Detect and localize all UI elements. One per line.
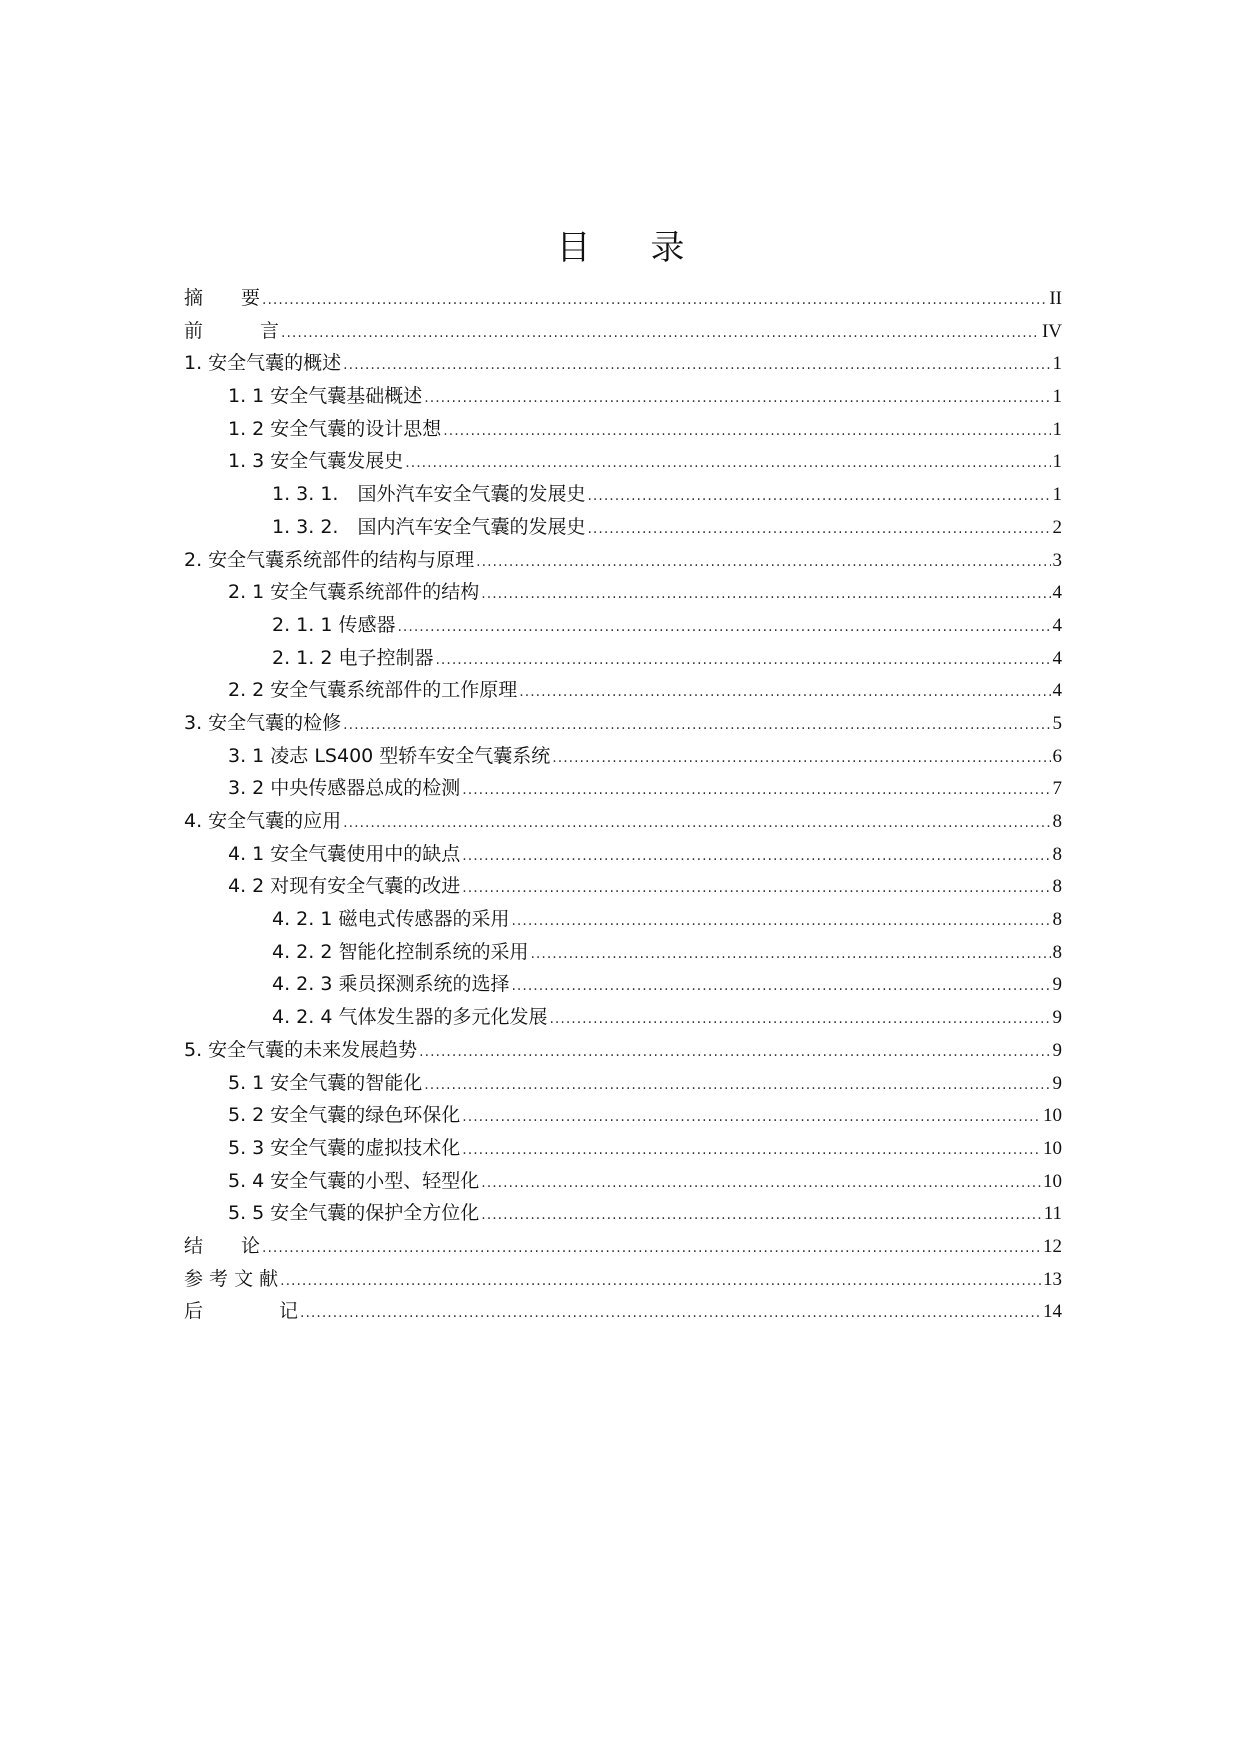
- toc-entry-section-4-2-4[interactable]: [184, 1001, 1062, 1034]
- toc-leader-dots: [481, 1167, 1041, 1200]
- toc-entry-abstract[interactable]: [184, 282, 1062, 315]
- title-char-2: 录: [650, 228, 685, 268]
- toc-leader-dots: [587, 480, 1050, 513]
- toc-leader-dots: [424, 1069, 1050, 1102]
- toc-entry-label: 后 记: [184, 1300, 299, 1323]
- toc-leader-dots: [519, 676, 1050, 709]
- toc-leader-dots: [511, 905, 1050, 938]
- toc-entry-label: 3. 2 中央传感器总成的检测: [228, 777, 461, 800]
- toc-leader-dots: [397, 611, 1050, 644]
- toc-page-number: 1: [1052, 418, 1062, 440]
- toc-leader-dots: [435, 644, 1050, 677]
- toc-leader-dots: [462, 774, 1050, 807]
- toc-entry-label: 5. 4 安全气囊的小型、轻型化: [228, 1169, 480, 1192]
- toc-leader-dots: [530, 938, 1050, 971]
- toc-entry-section-2-2[interactable]: [184, 674, 1062, 707]
- toc-entry-label: 4. 2. 2 智能化控制系统的采用: [272, 940, 529, 963]
- toc-entry-label: 4. 2. 4 气体发生器的多元化发展: [272, 1006, 548, 1029]
- toc-leader-dots: [419, 1036, 1050, 1069]
- toc-entry-label: 4. 2 对现有安全气囊的改进: [228, 875, 461, 898]
- toc-page-number: 2: [1052, 516, 1062, 538]
- toc-entry-label: 摘 要: [184, 287, 261, 309]
- toc-entry-section-3-2[interactable]: [184, 772, 1062, 805]
- toc-entry-label: 4. 1 安全气囊使用中的缺点: [228, 842, 461, 865]
- toc-leader-dots: [552, 742, 1050, 775]
- toc-entry-section-1-3-1[interactable]: [184, 478, 1062, 511]
- toc-page-number: 1: [1052, 353, 1062, 375]
- toc-page-number: 5: [1052, 712, 1062, 734]
- toc-leader-dots: [476, 546, 1050, 579]
- toc-leader-dots: [300, 1297, 1041, 1330]
- toc-entry-label: 4. 2. 1 磁电式传感器的采用: [272, 908, 510, 931]
- toc-entry-label: 1. 1 安全气囊基础概述: [228, 385, 423, 408]
- toc-page-number: 10: [1043, 1170, 1062, 1192]
- toc-page-number: 8: [1052, 876, 1062, 898]
- toc-entry-label: 2. 安全气囊系统部件的结构与原理: [184, 548, 475, 571]
- toc-entry-label: 4. 2. 3 乘员探测系统的选择: [272, 973, 510, 996]
- toc-page-number: 9: [1052, 974, 1062, 996]
- toc-entry-chapter-1[interactable]: [184, 347, 1062, 380]
- toc-page-number: 13: [1043, 1268, 1062, 1290]
- toc-leader-dots: [443, 415, 1050, 448]
- toc-page-number: 3: [1052, 549, 1062, 571]
- toc-page-number: 9: [1052, 1072, 1062, 1094]
- toc-entry-section-4-2-3[interactable]: [184, 968, 1062, 1001]
- toc-entry-section-5-1[interactable]: [184, 1067, 1062, 1100]
- toc-entry-label: 1. 3. 2. 国内汽车安全气囊的发展史: [272, 515, 586, 538]
- toc-page-number: 9: [1052, 1007, 1062, 1029]
- toc-page-number: 11: [1043, 1203, 1062, 1225]
- toc-page-number: 4: [1052, 647, 1062, 669]
- page-title: [0, 228, 1241, 268]
- toc-leader-dots: [343, 807, 1050, 840]
- toc-entry-label: 5. 1 安全气囊的智能化: [228, 1071, 423, 1094]
- toc-entry-label: 前 言: [184, 319, 280, 342]
- toc-leader-dots: [462, 1101, 1041, 1134]
- toc-entry-label: 2. 2 安全气囊系统部件的工作原理: [228, 679, 518, 702]
- toc-entry-label: 5. 2 安全气囊的绿色环保化: [228, 1104, 461, 1127]
- toc-page-number: 6: [1052, 745, 1062, 767]
- title-char-1: 目: [556, 228, 591, 268]
- toc-entry-label: 4. 安全气囊的应用: [184, 810, 342, 832]
- toc-entry-section-1-3[interactable]: [184, 445, 1062, 478]
- table-of-contents: [184, 282, 1062, 1328]
- toc-page-number: 10: [1043, 1105, 1062, 1127]
- toc-entry-label: 1. 3 安全气囊发展史: [228, 450, 404, 473]
- toc-entry-chapter-4[interactable]: [184, 805, 1062, 838]
- toc-entry-section-3-1[interactable]: [184, 740, 1062, 773]
- toc-leader-dots: [462, 1134, 1041, 1167]
- toc-entry-label: 1. 安全气囊的概述: [184, 352, 342, 375]
- toc-entry-section-2-1-2[interactable]: [184, 642, 1062, 675]
- toc-page-number: 4: [1052, 680, 1062, 702]
- toc-entry-label: 3. 1 凌志 LS400 型轿车安全气囊系统: [228, 744, 551, 767]
- toc-entry-section-1-3-2[interactable]: [184, 511, 1062, 544]
- toc-entry-section-1-2[interactable]: [184, 413, 1062, 446]
- toc-page-number: 1: [1052, 451, 1062, 473]
- toc-page-number: 1: [1052, 386, 1062, 408]
- toc-page-number: 14: [1043, 1301, 1062, 1323]
- toc-entry-section-4-1[interactable]: [184, 838, 1062, 871]
- toc-entry-label: 结 论: [184, 1234, 261, 1257]
- toc-leader-dots: [262, 1232, 1041, 1265]
- toc-entry-preface[interactable]: [184, 315, 1062, 348]
- toc-entry-label: 2. 1 安全气囊系统部件的结构: [228, 581, 480, 604]
- toc-entry-chapter-5[interactable]: [184, 1034, 1062, 1067]
- toc-page-number: 4: [1052, 582, 1062, 604]
- toc-entry-label: 5. 安全气囊的未来发展趋势: [184, 1038, 418, 1061]
- toc-entry-section-4-2[interactable]: [184, 870, 1062, 903]
- toc-entry-section-5-2[interactable]: [184, 1099, 1062, 1132]
- toc-page-number: 4: [1052, 614, 1062, 636]
- toc-entry-label: 3. 安全气囊的检修: [184, 711, 342, 734]
- toc-entry-label: 1. 2 安全气囊的设计思想: [228, 417, 442, 440]
- toc-entry-references[interactable]: [184, 1263, 1062, 1296]
- toc-entry-postscript[interactable]: [184, 1295, 1062, 1328]
- toc-page-number: 12: [1043, 1235, 1062, 1257]
- toc-entry-section-2-1-1[interactable]: [184, 609, 1062, 642]
- toc-entry-label: 参 考 文 献: [184, 1267, 279, 1290]
- toc-page-number: 7: [1052, 778, 1062, 800]
- toc-entry-label: 1. 3. 1. 国外汽车安全气囊的发展史: [272, 483, 586, 506]
- toc-entry-section-4-2-2[interactable]: [184, 936, 1062, 969]
- toc-leader-dots: [281, 317, 1040, 350]
- toc-entry-label: 5. 3 安全气囊的虚拟技术化: [228, 1136, 461, 1159]
- toc-leader-dots: [462, 840, 1050, 873]
- toc-entry-section-2-1[interactable]: [184, 576, 1062, 609]
- toc-leader-dots: [481, 578, 1050, 611]
- toc-leader-dots: [511, 970, 1050, 1003]
- toc-entry-section-5-5[interactable]: [184, 1197, 1062, 1230]
- toc-entry-label: 2. 1. 1 传感器: [272, 613, 396, 636]
- toc-page-number: 8: [1052, 843, 1062, 865]
- toc-entry-chapter-2[interactable]: [184, 544, 1062, 577]
- toc-entry-section-1-1[interactable]: [184, 380, 1062, 413]
- toc-leader-dots: [405, 447, 1050, 480]
- toc-leader-dots: [424, 382, 1050, 415]
- toc-leader-dots: [343, 349, 1050, 382]
- toc-page-number: 8: [1052, 941, 1062, 963]
- toc-page-number: 1: [1052, 484, 1062, 506]
- toc-leader-dots: [280, 1265, 1041, 1298]
- toc-leader-dots: [462, 872, 1050, 905]
- toc-page-number: II: [1049, 288, 1062, 309]
- toc-page-number: 10: [1043, 1137, 1062, 1159]
- toc-entry-section-5-3[interactable]: [184, 1132, 1062, 1165]
- toc-entry-section-5-4[interactable]: [184, 1165, 1062, 1198]
- toc-page-number: 9: [1052, 1039, 1062, 1061]
- toc-leader-dots: [549, 1003, 1050, 1036]
- toc-entry-chapter-3[interactable]: [184, 707, 1062, 740]
- toc-page-number: 8: [1052, 811, 1062, 832]
- toc-entry-conclusion[interactable]: [184, 1230, 1062, 1263]
- toc-leader-dots: [481, 1199, 1041, 1232]
- toc-page-number: 8: [1052, 909, 1062, 931]
- toc-leader-dots: [587, 513, 1050, 546]
- toc-leader-dots: [343, 709, 1050, 742]
- toc-entry-label: 5. 5 安全气囊的保护全方位化: [228, 1202, 480, 1225]
- toc-page-number: IV: [1041, 320, 1062, 342]
- toc-leader-dots: [262, 284, 1047, 317]
- toc-entry-section-4-2-1[interactable]: [184, 903, 1062, 936]
- toc-entry-label: 2. 1. 2 电子控制器: [272, 646, 434, 669]
